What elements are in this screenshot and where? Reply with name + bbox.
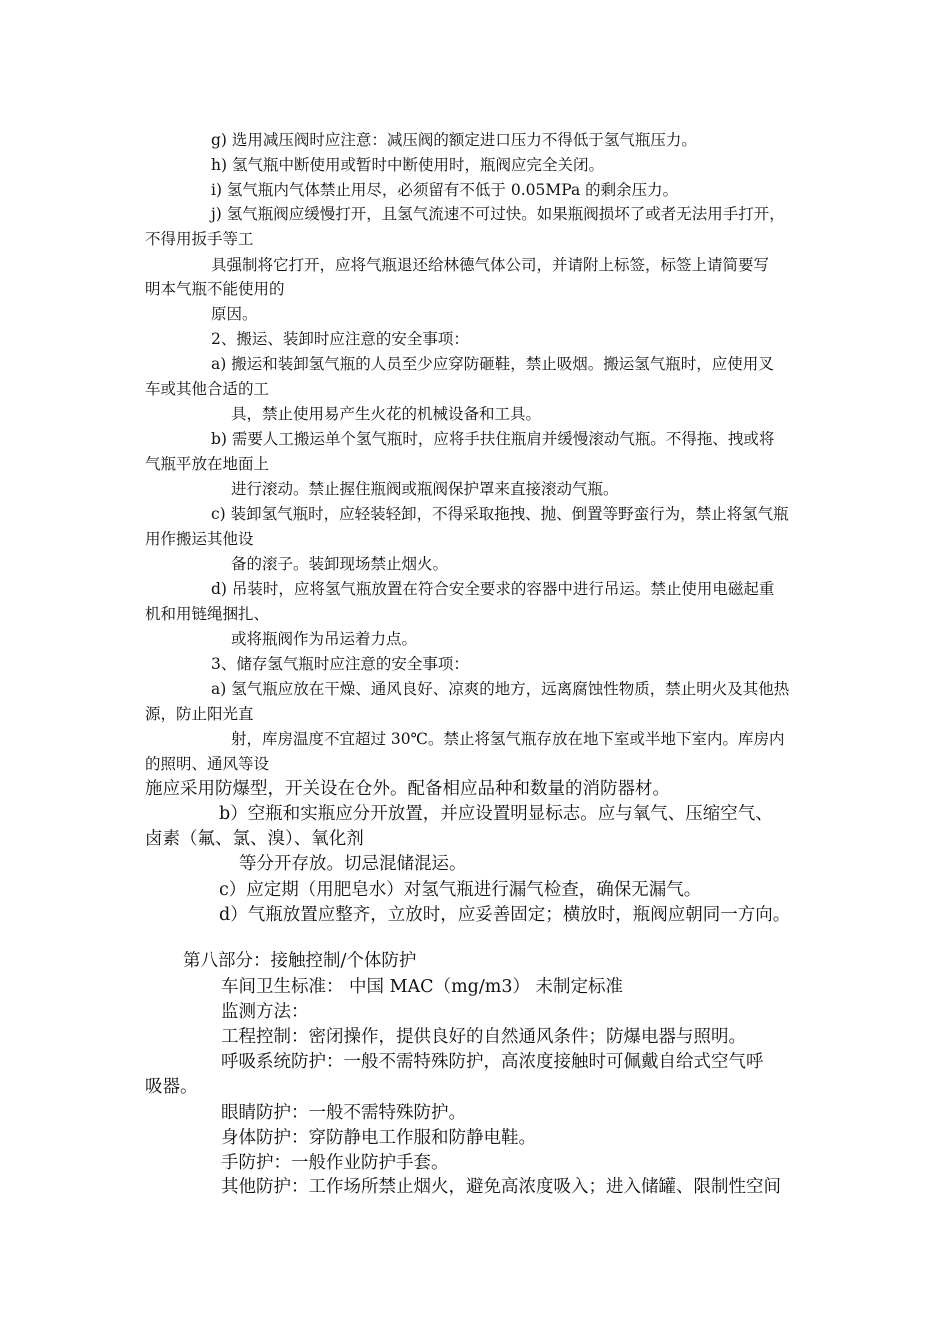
text-line: 车间卫生标准： 中国 MAC（mg/m3） 未制定标准 — [221, 977, 624, 997]
section-heading-3: 3、储存氢气瓶时应注意的安全事项： — [211, 655, 469, 673]
text-line: 源，防止阳光直 — [145, 705, 254, 723]
text-line: 明本气瓶不能使用的 — [145, 280, 285, 298]
text-line: 吸器。 — [145, 1077, 198, 1097]
section-heading-8: 第八部分：接触控制/个体防护 — [183, 951, 417, 971]
text-line: 备的滚子。装卸现场禁止烟火。 — [231, 555, 449, 573]
text-line: 的照明、通风等设 — [145, 755, 270, 773]
text-line: 工程控制：密闭操作，提供良好的自然通风条件；防爆电器与照明。 — [221, 1027, 746, 1047]
text-line-b: b）空瓶和实瓶应分开放置，并应设置明显标志。应与氧气、压缩空气、 — [219, 804, 773, 824]
text-line: 身体防护：穿防静电工作服和防静电鞋。 — [221, 1128, 536, 1148]
text-line-a: a) 氢气瓶应放在干燥、通风良好、凉爽的地方，远离腐蚀性物质，禁止明火及其他热 — [211, 680, 790, 698]
text-line: 原因。 — [211, 305, 258, 323]
text-line-c: c) 装卸氢气瓶时，应轻装轻卸，不得采取拖拽、抛、倒置等野蛮行为，禁止将氢气瓶 — [211, 505, 789, 523]
text-line-b: b) 需要人工搬运单个氢气瓶时，应将手扶住瓶肩并缓慢滚动气瓶。不得拖、拽或将 — [211, 430, 775, 448]
text-line: 机和用链绳捆扎、 — [145, 605, 270, 623]
text-line: 卤素（氟、氯、溴）、氧化剂 — [145, 829, 364, 849]
section-heading-2: 2、搬运、装卸时应注意的安全事项： — [211, 330, 469, 348]
text-line-i: i) 氢气瓶内气体禁止用尽，必须留有不低于 0.05MPa 的剩余压力。 — [211, 181, 679, 199]
text-line: 其他防护：工作场所禁止烟火，避免高浓度吸入；进入储罐、限制性空间 — [221, 1177, 781, 1197]
text-line: 手防护：一般作业防护手套。 — [221, 1153, 449, 1173]
text-line-a: a) 搬运和装卸氢气瓶的人员至少应穿防砸鞋，禁止吸烟。搬运氢气瓶时，应使用叉 — [211, 355, 774, 373]
text-line: 具强制将它打开，应将气瓶退还给林德气体公司，并请附上标签，标签上请简要写 — [211, 256, 770, 274]
text-line: 或将瓶阀作为吊运着力点。 — [231, 630, 418, 648]
text-line: 用作搬运其他设 — [145, 530, 254, 548]
text-line-c: c）应定期（用肥皂水）对氢气瓶进行漏气检查，确保无漏气。 — [219, 880, 702, 900]
text-line: 眼睛防护：一般不需特殊防护。 — [221, 1103, 466, 1123]
text-line: 呼吸系统防护：一般不需特殊防护，高浓度接触时可佩戴自给式空气呼 — [221, 1052, 764, 1072]
text-line: 不得用扳手等工 — [145, 230, 254, 248]
text-line: 气瓶平放在地面上 — [145, 455, 270, 473]
text-line: 监测方法： — [221, 1002, 309, 1022]
text-line-h: h) 氢气瓶中断使用或暂时中断使用时，瓶阀应完全关闭。 — [211, 156, 604, 174]
text-line: 射，库房温度不宜超过 30℃。禁止将氢气瓶存放在地下室或半地下室内。库房内 — [231, 730, 785, 748]
text-line: 车或其他合适的工 — [145, 380, 270, 398]
text-line: 进行滚动。禁止握住瓶阀或瓶阀保护罩来直接滚动气瓶。 — [231, 480, 619, 498]
text-line-g: g) 选用减压阀时应注意：减压阀的额定进口压力不得低于氢气瓶压力。 — [211, 131, 697, 149]
text-line-j: j) 氢气瓶阀应缓慢打开，且氢气流速不可过快。如果瓶阀损坏了或者无法用手打开， — [211, 205, 785, 223]
text-line-d: d) 吊装时，应将氢气瓶放置在符合安全要求的容器中进行吊运。禁止使用电磁起重 — [211, 580, 775, 598]
text-line: 具，禁止使用易产生火花的机械设备和工具。 — [231, 405, 542, 423]
text-line: 等分开存放。切忌混储混运。 — [239, 854, 467, 874]
text-line: 施应采用防爆型，开关设在仓外。配备相应品种和数量的消防器材。 — [145, 779, 670, 799]
text-line-d: d）气瓶放置应整齐，立放时，应妥善固定；横放时，瓶阀应朝同一方向。 — [219, 905, 791, 925]
